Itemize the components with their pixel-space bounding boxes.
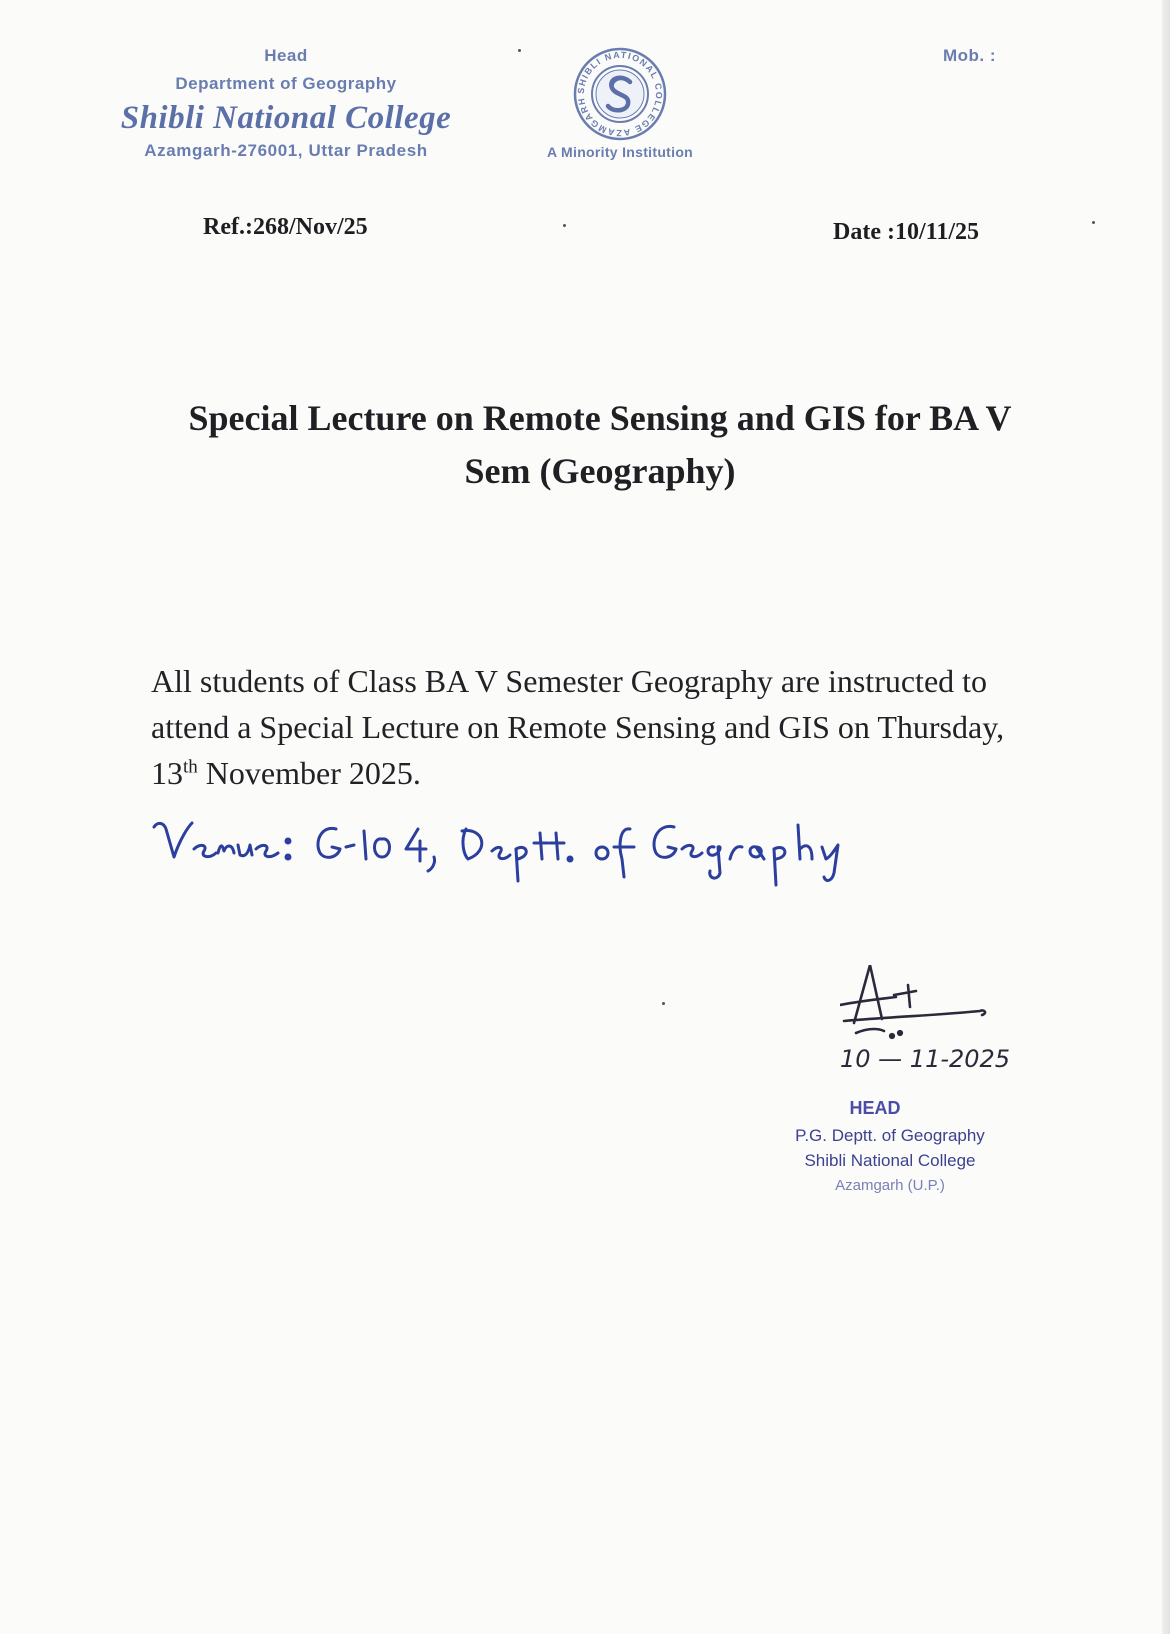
paper-speck [1092,221,1095,224]
seal-caption: A Minority Institution [546,144,694,160]
handwritten-venue [150,815,910,907]
signature-drawing [840,965,1020,1075]
handwritten-venue-drawing [150,815,910,907]
notice-body [151,658,1051,796]
signature-date: 10 — 11-2025 [840,1045,1011,1073]
head-stamp [760,1098,1020,1198]
letterhead-head: Head [264,46,308,65]
stamp-line-city: Azamgarh (U.P.) [835,1177,945,1194]
letterhead-department: Department of Geography [175,74,397,93]
college-seal [535,46,705,160]
notice-title [140,392,1060,498]
mobile-label: Mob. : [943,46,997,65]
reference-number: Ref.:268/Nov/25 [203,214,368,240]
stamp-line-department: P.G. Deptt. of Geography [795,1126,985,1145]
venue-text-hidden: Venue: G-104, Deptt. of Geography [150,905,165,906]
head-signature [840,965,1020,1080]
college-address: Azamgarh-276001, Uttar Pradesh [144,141,428,160]
notice-body-text: All students of Class BA V Semester Geography are instructed to attend a Special Lecture on Remote Sensing and GIS on Thursday, 13 [151,663,1005,791]
college-name: Shibli National College [120,100,452,136]
seal-ring-text: SHIBLI NATIONAL COLLEGE AZAMGARH [575,49,665,139]
ordinal-suffix: th [183,756,198,778]
paper-speck [563,224,566,227]
paper-speck [662,1002,665,1005]
stamp-line-college: Shibli National College [804,1151,976,1170]
letterhead [96,46,476,161]
paper-speck [518,49,521,52]
stamp-title: HEAD [849,1098,901,1118]
notice-title-line1: Special Lecture on Remote Sensing and GIS for BA V [188,398,1012,438]
notice-body-text-end: November 2025. [197,755,421,791]
college-seal-icon [572,46,668,142]
notice-title-line2: Sem (Geography) [464,451,736,491]
page-edge [1162,0,1170,1634]
issue-date: Date :10/11/25 [833,219,979,245]
